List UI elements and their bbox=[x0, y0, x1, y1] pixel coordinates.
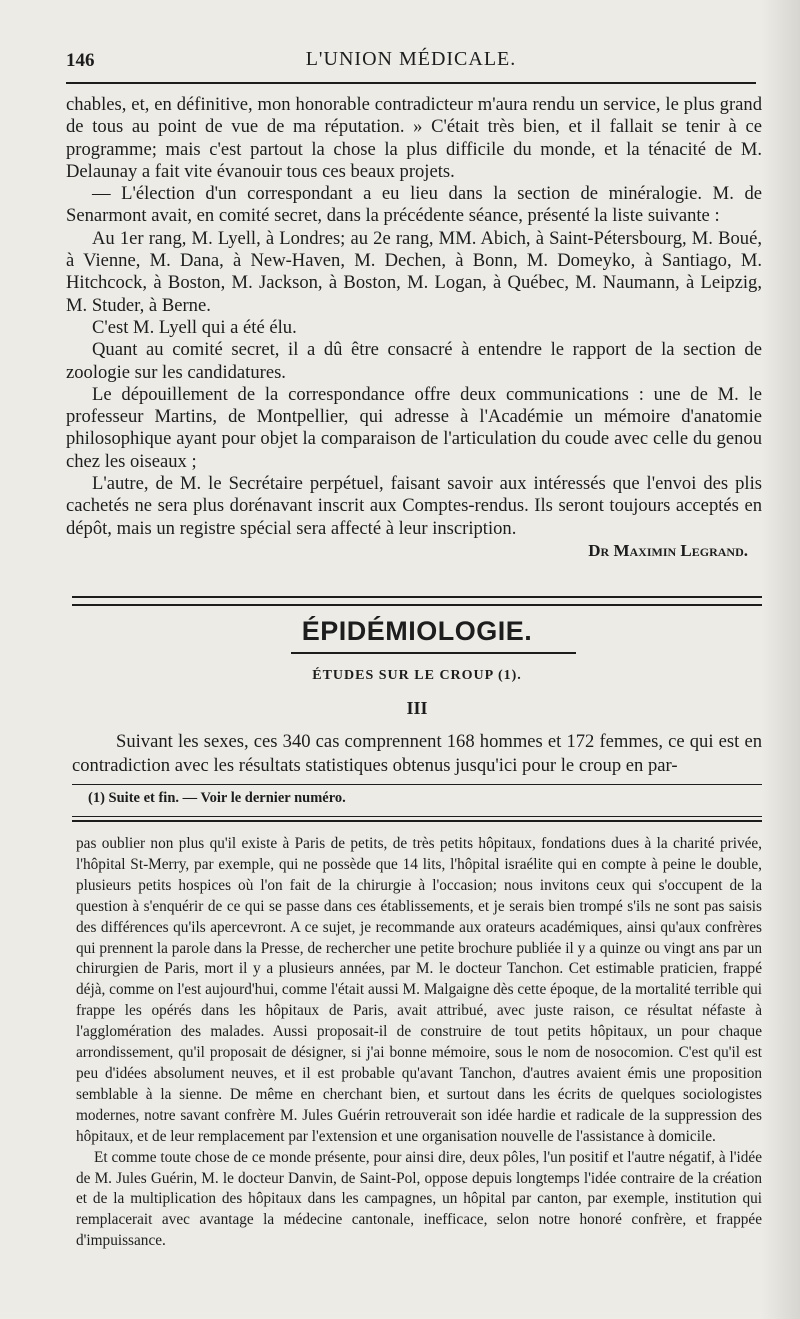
paragraph: Suivant les sexes, ces 340 cas comprennent 168 hommes et 172 femmes, ce qui est en contradiction avec les résultats statistiques obtenus jusqu'ici pour le croup en par- bbox=[72, 731, 762, 776]
paragraph: C'est M. Lyell qui a été élu. bbox=[92, 316, 297, 338]
paragraph: Au 1er rang, M. Lyell, à Londres; au 2e rang, MM. Abich, à Saint-Pétersbourg, M. Boué, à Vienne, M. Dana, à New-Haven, M. Dechen, à Bonn, M. Domeyko, à Santiago, M. Hitchcock, à Boston, M. Jackson, à Boston, M. Logan, à Québec, M. Naumann, à Leipzig, M. Studer, à Berne. bbox=[66, 227, 762, 316]
feuilleton-text bbox=[76, 834, 762, 1252]
article-subtitle: ÉTUDES SUR LE CROUP (1). bbox=[312, 668, 522, 683]
feuilleton-divider bbox=[72, 816, 762, 822]
footnote: (1) Suite et fin. — Voir le dernier numéro. bbox=[88, 790, 346, 806]
page-fold-shadow bbox=[762, 0, 800, 1319]
page-number: 146 bbox=[66, 50, 95, 71]
paragraph: Quant au comité secret, il a dû être consacré à entendre le rapport de la section de zoologie sur les candidatures. bbox=[66, 339, 762, 383]
section-title: ÉPIDÉMIOLOGIE. bbox=[301, 616, 533, 646]
page-header bbox=[66, 46, 756, 76]
academy-report bbox=[66, 94, 762, 562]
paragraph: chables, et, en définitive, mon honorable contradicteur m'aura rendu un service, le plus grand de tous au point de vue de ma réputation. » C'était très bien, et il fallait se tenir à ce programme; mais c'est partout la chose la plus difficile du monde, et la ténacité de M. Delaunay a fait vite évanouir tous ces beaux projets. bbox=[66, 94, 762, 182]
section-title-rule bbox=[291, 652, 576, 654]
croup-study-text bbox=[72, 730, 762, 778]
section-divider bbox=[72, 596, 762, 606]
footnote-rule bbox=[72, 784, 762, 785]
header-rule bbox=[66, 82, 756, 84]
signature: Dr Maximin Legrand. bbox=[588, 540, 748, 560]
paragraph: L'autre, de M. le Secrétaire perpétuel, faisant savoir aux intéressés que l'envoi des plis cachetés ne sera plus dorénavant inscrit aux Comptes-rendus. Ils seront toujours acceptés en dépôt, mais un registre spécial sera affecté à leur inscription. bbox=[66, 473, 762, 539]
running-title: L'UNION MÉDICALE. bbox=[305, 48, 517, 70]
paragraph: Le dépouillement de la correspondance offre deux communications : une de M. le professeur Martins, de Montpellier, qui adresse à l'Académie un mémoire d'anatomie philosophique ayant pour objet la comparaison de l'articulation du coude avec celle du genou chez les oiseaux ; bbox=[66, 383, 762, 472]
paragraph: Et comme toute chose de ce monde présente, pour ainsi dire, deux pôles, l'un positif et l'autre négatif, à l'idée de M. Jules Guérin, M. le docteur Danvin, de Saint-Pol, oppose depuis longtemps l'idée contraire de la création et de la multiplication des hôpitaux dans les campagnes, un hôpital par canton, par exemple, institution qui remplacerait avec avantage la médecine cantonale, inefficace, selon notre honoré confrère, et frappée d'impuissance. bbox=[76, 1148, 762, 1250]
paragraph: pas oublier non plus qu'il existe à Paris de petits, de très petits hôpitaux, fondations dues à la charité privée, l'hôpital St-Merry, par exemple, qui ne possède que 14 lits, l'hôpital israélite qui en compte à peine le double, plusieurs petits hospices où l'on fait de la chirurgie à l'occasion; nous invitons ceux qui s'occupent de la question à s'enquérir de ce qui se passe dans ces établissements, et je serais bien trompé s'ils ne sont pas saisis des différences qu'ils apercevront. A ce sujet, je recommande aux orateurs académiques, ainsi qu'aux confrères qui prennent la parole dans la Presse, de rechercher une petite brochure publiée il y a quinze ou vingt ans par un chirurgien de Paris, mort il y a plusieurs années, par M. le docteur Tanchon. Cet estimable praticien, frappé déjà, comme on l'est aujourd'hui, comme l'était aussi M. Malgaigne dès cette époque, de la mortalité terrible qui frappe les opérés dans les hôpitaux de Paris, avait attribué, avec juste raison, ce résultat néfaste à l'agglomération des malades. Aussi proposait-il de construire de tout petits hôpitaux, un pour chaque arrondissement, qu'il proposait de désigner, si j'ai bonne mémoire, sous le nom de nosocomion. C'est qu'il est peu d'idées absolument neuves, et il est probable qu'avant Tanchon, d'autres avaient émis une proposition semblable à la sienne. De même en cherchant bien, et surtout dans les écrits de quelques sociologistes modernes, notre savant confrère M. Jules Guérin retrouverait son idée hardie et radicale de la suppression des hôpitaux, et de leur remplacement par l'extension et une organisation nouvelle de l'assistance à domicile. bbox=[76, 835, 762, 1145]
paragraph: — L'élection d'un correspondant a eu lieu dans la section de minéralogie. M. de Senarmont avait, en comité secret, dans la précédente séance, présenté la liste suivante : bbox=[66, 183, 762, 227]
chapter-number: III bbox=[406, 698, 428, 718]
